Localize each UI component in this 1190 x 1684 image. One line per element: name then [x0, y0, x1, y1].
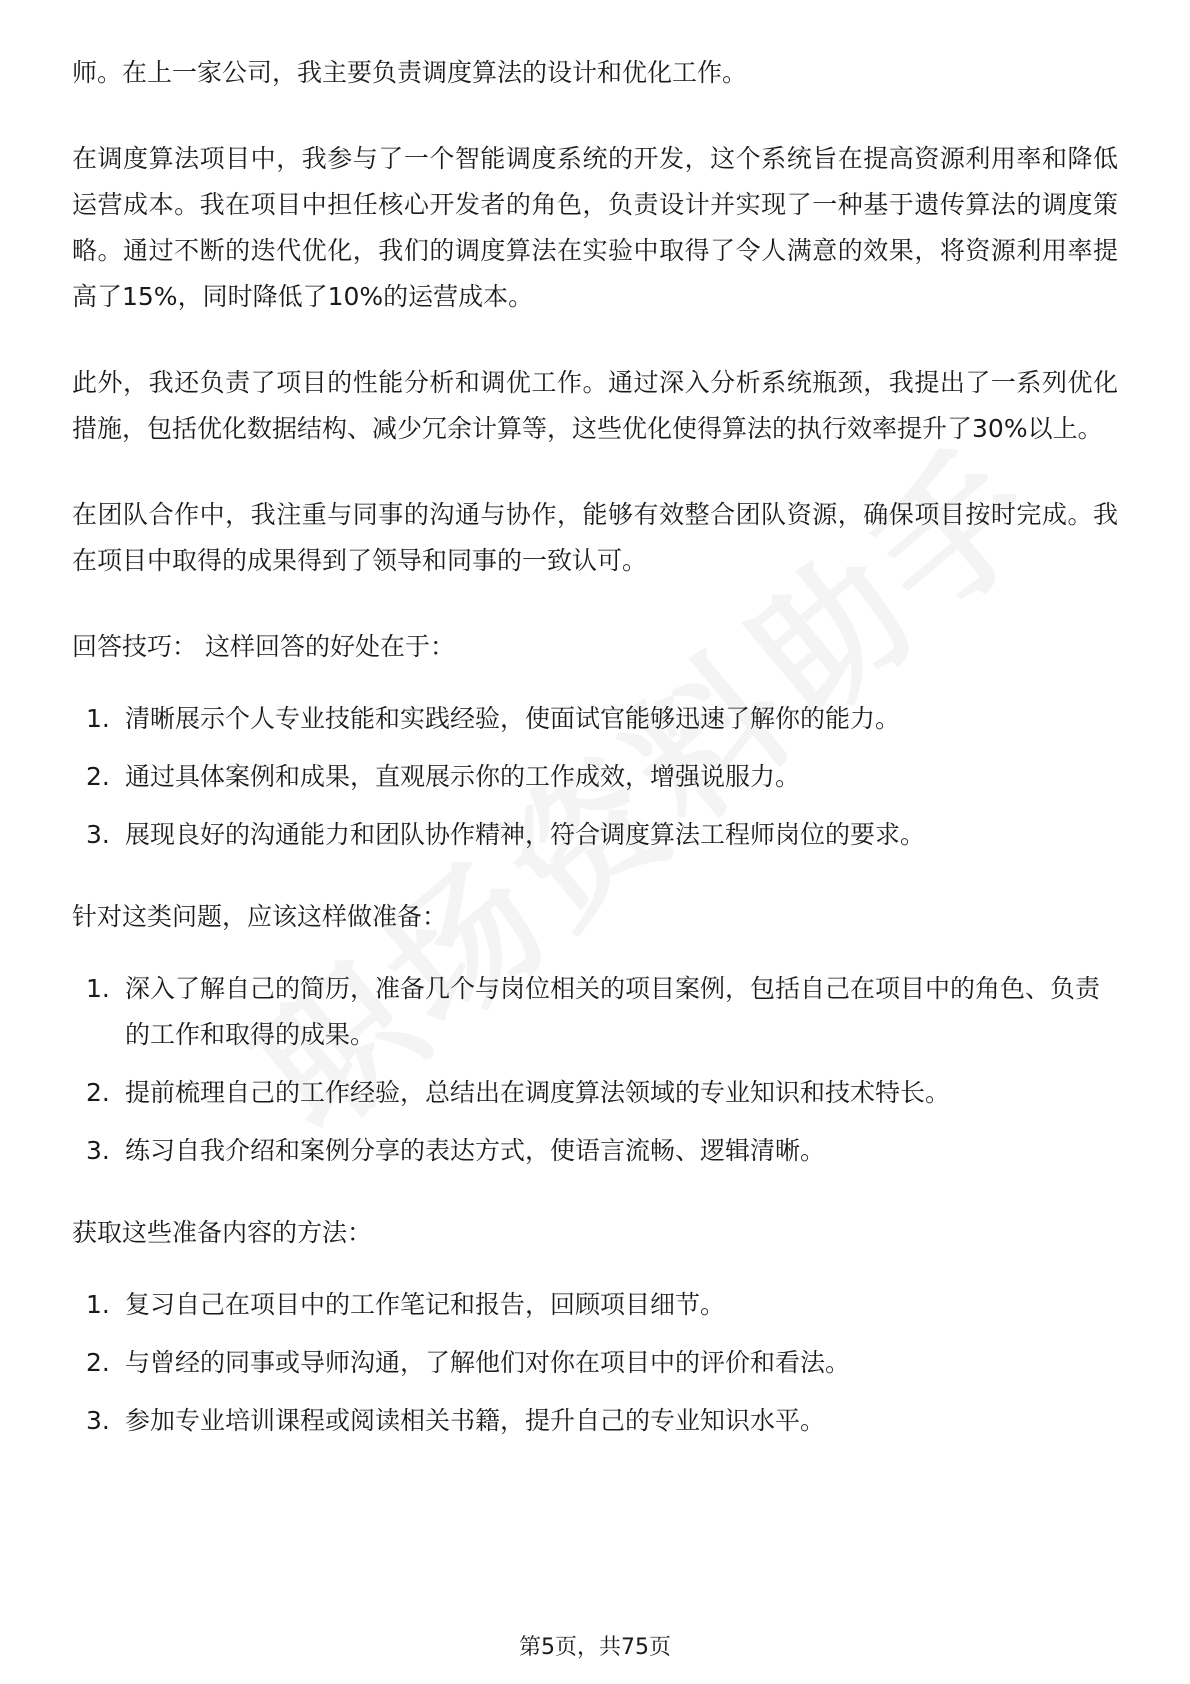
- list-item-text: 提前梳理自己的工作经验，总结出在调度算法领域的专业知识和技术特长。: [125, 1078, 951, 1107]
- paragraph-performance: 此外，我还负责了项目的性能分析和调优工作。通过深入分析系统瓶颈，我提出了一系列优化措施，包括优化数据结构、减少冗余计算等，这些优化使得算法的执行效率提升了30%以上。: [72, 368, 1118, 443]
- document-page: [72, 50, 1118, 1480]
- list-number: 3.: [86, 1136, 110, 1165]
- list-item-text: 深入了解自己的简历，准备几个与岗位相关的项目案例，包括自己在项目中的角色、负责的工作和取得的成果。: [125, 974, 1101, 1049]
- list-item-text: 清晰展示个人专业技能和实践经验，使面试官能够迅速了解你的能力。: [125, 704, 901, 733]
- list-item: [72, 966, 1118, 1058]
- section-heading-preparation: 针对这类问题，应该这样做准备：: [72, 902, 448, 931]
- list-item: [72, 1340, 1118, 1386]
- list-methods: [72, 1282, 1118, 1444]
- list-item: [72, 1070, 1118, 1116]
- section-heading-tips: 回答技巧： 这样回答的好处在于：: [72, 632, 455, 661]
- list-number: 2.: [86, 1348, 110, 1377]
- list-item: [72, 696, 1118, 742]
- list-number: 2.: [86, 762, 110, 791]
- paragraph-teamwork: 在团队合作中，我注重与同事的沟通与协作，能够有效整合团队资源，确保项目按时完成。我在项目中取得的成果得到了领导和同事的一致认可。: [72, 500, 1118, 575]
- section-heading-methods: 获取这些准备内容的方法：: [72, 1218, 373, 1247]
- list-item: [72, 1282, 1118, 1328]
- paragraph-intro: 师。在上一家公司，我主要负责调度算法的设计和优化工作。: [72, 58, 748, 87]
- paragraph-project: 在调度算法项目中，我参与了一个智能调度系统的开发，这个系统旨在提高资源利用率和降低运营成本。我在项目中担任核心开发者的角色，负责设计并实现了一种基于遗传算法的调度策略。通过不断的迭代优化，我们的调度算法在实验中取得了令人满意的效果，将资源利用率提高了15%，同时降低了10%的运营成本。: [72, 144, 1118, 311]
- list-preparation: [72, 966, 1118, 1174]
- list-item-text: 练习自我介绍和案例分享的表达方式，使语言流畅、逻辑清晰。: [125, 1136, 826, 1165]
- list-number: 3.: [86, 820, 110, 849]
- list-number: 2.: [86, 1078, 110, 1107]
- list-item-text: 展现良好的沟通能力和团队协作精神，符合调度算法工程师岗位的要求。: [125, 820, 926, 849]
- list-number: 1.: [86, 1290, 110, 1319]
- list-item: [72, 754, 1118, 800]
- list-item: [72, 1398, 1118, 1444]
- list-item-text: 参加专业培训课程或阅读相关书籍，提升自己的专业知识水平。: [125, 1406, 826, 1435]
- list-item: [72, 812, 1118, 858]
- list-item-text: 通过具体案例和成果，直观展示你的工作成效，增强说服力。: [125, 762, 801, 791]
- list-number: 1.: [86, 974, 110, 1003]
- list-item-text: 与曾经的同事或导师沟通，了解他们对你在项目中的评价和看法。: [125, 1348, 851, 1377]
- list-item-text: 复习自己在项目中的工作笔记和报告，回顾项目细节。: [125, 1290, 726, 1319]
- list-item: [72, 1128, 1118, 1174]
- page-footer: 第5页，共75页: [519, 1635, 671, 1660]
- list-number: 1.: [86, 704, 110, 733]
- list-number: 3.: [86, 1406, 110, 1435]
- list-tips: [72, 696, 1118, 858]
